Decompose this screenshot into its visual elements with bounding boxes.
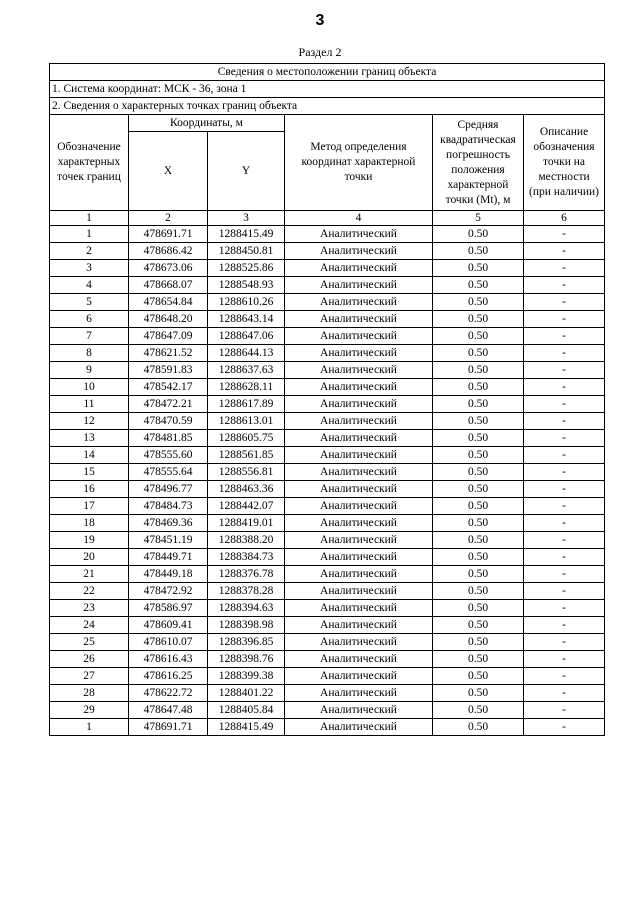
table-row bbox=[50, 651, 605, 668]
method-cell: Аналитический bbox=[285, 413, 433, 430]
point-id-cell: 11 bbox=[50, 396, 129, 413]
method-cell: Аналитический bbox=[285, 396, 433, 413]
col-number: 5 bbox=[433, 211, 524, 226]
description-cell: - bbox=[524, 277, 605, 294]
method-cell: Аналитический bbox=[285, 617, 433, 634]
error-cell: 0.50 bbox=[433, 260, 524, 277]
method-cell: Аналитический bbox=[285, 277, 433, 294]
x-cell: 478542.17 bbox=[129, 379, 208, 396]
error-cell: 0.50 bbox=[433, 379, 524, 396]
y-cell: 1288450.81 bbox=[208, 243, 285, 260]
x-cell: 478686.42 bbox=[129, 243, 208, 260]
description-cell: - bbox=[524, 515, 605, 532]
y-cell: 1288637.63 bbox=[208, 362, 285, 379]
x-cell: 478668.07 bbox=[129, 277, 208, 294]
table-row bbox=[50, 396, 605, 413]
header-x: X bbox=[129, 132, 208, 211]
y-cell: 1288394.63 bbox=[208, 600, 285, 617]
point-id-cell: 29 bbox=[50, 702, 129, 719]
description-cell: - bbox=[524, 294, 605, 311]
error-cell: 0.50 bbox=[433, 617, 524, 634]
point-id-cell: 5 bbox=[50, 294, 129, 311]
point-id-cell: 9 bbox=[50, 362, 129, 379]
x-cell: 478484.73 bbox=[129, 498, 208, 515]
y-cell: 1288617.89 bbox=[208, 396, 285, 413]
point-id-cell: 4 bbox=[50, 277, 129, 294]
x-cell: 478496.77 bbox=[129, 481, 208, 498]
table-row bbox=[50, 481, 605, 498]
x-cell: 478609.41 bbox=[129, 617, 208, 634]
method-cell: Аналитический bbox=[285, 600, 433, 617]
method-cell: Аналитический bbox=[285, 719, 433, 736]
y-cell: 1288415.49 bbox=[208, 226, 285, 243]
header-description: Описание обозначения точки на местности (при наличии) bbox=[524, 115, 605, 211]
error-cell: 0.50 bbox=[433, 702, 524, 719]
description-cell: - bbox=[524, 447, 605, 464]
description-cell: - bbox=[524, 583, 605, 600]
point-id-cell: 20 bbox=[50, 549, 129, 566]
y-cell: 1288610.26 bbox=[208, 294, 285, 311]
header-coords: Координаты, м bbox=[129, 115, 285, 132]
description-cell: - bbox=[524, 430, 605, 447]
method-cell: Аналитический bbox=[285, 549, 433, 566]
method-cell: Аналитический bbox=[285, 481, 433, 498]
method-cell: Аналитический bbox=[285, 311, 433, 328]
x-cell: 478616.25 bbox=[129, 668, 208, 685]
y-cell: 1288561.85 bbox=[208, 447, 285, 464]
table-row bbox=[50, 498, 605, 515]
method-cell: Аналитический bbox=[285, 447, 433, 464]
table-caption: Сведения о местоположении границ объекта bbox=[50, 64, 605, 81]
method-cell: Аналитический bbox=[285, 464, 433, 481]
y-cell: 1288388.20 bbox=[208, 532, 285, 549]
header-point: Обозначение характерных точек границ bbox=[50, 115, 129, 211]
point-id-cell: 19 bbox=[50, 532, 129, 549]
table-row bbox=[50, 600, 605, 617]
point-id-cell: 21 bbox=[50, 566, 129, 583]
description-cell: - bbox=[524, 413, 605, 430]
x-cell: 478616.43 bbox=[129, 651, 208, 668]
table-row bbox=[50, 634, 605, 651]
y-cell: 1288384.73 bbox=[208, 549, 285, 566]
method-cell: Аналитический bbox=[285, 685, 433, 702]
table-row bbox=[50, 294, 605, 311]
table-row bbox=[50, 413, 605, 430]
x-cell: 478555.60 bbox=[129, 447, 208, 464]
x-cell: 478481.85 bbox=[129, 430, 208, 447]
point-id-cell: 18 bbox=[50, 515, 129, 532]
point-id-cell: 14 bbox=[50, 447, 129, 464]
description-cell: - bbox=[524, 685, 605, 702]
description-cell: - bbox=[524, 311, 605, 328]
description-cell: - bbox=[524, 549, 605, 566]
error-cell: 0.50 bbox=[433, 413, 524, 430]
point-id-cell: 10 bbox=[50, 379, 129, 396]
point-id-cell: 3 bbox=[50, 260, 129, 277]
point-id-cell: 7 bbox=[50, 328, 129, 345]
error-cell: 0.50 bbox=[433, 243, 524, 260]
y-cell: 1288442.07 bbox=[208, 498, 285, 515]
description-cell: - bbox=[524, 464, 605, 481]
point-id-cell: 2 bbox=[50, 243, 129, 260]
y-cell: 1288463.36 bbox=[208, 481, 285, 498]
x-cell: 478469.36 bbox=[129, 515, 208, 532]
table-row bbox=[50, 277, 605, 294]
x-cell: 478691.71 bbox=[129, 226, 208, 243]
table-row bbox=[50, 464, 605, 481]
error-cell: 0.50 bbox=[433, 277, 524, 294]
point-id-cell: 24 bbox=[50, 617, 129, 634]
y-cell: 1288628.11 bbox=[208, 379, 285, 396]
method-cell: Аналитический bbox=[285, 226, 433, 243]
y-cell: 1288605.75 bbox=[208, 430, 285, 447]
x-cell: 478621.52 bbox=[129, 345, 208, 362]
x-cell: 478691.71 bbox=[129, 719, 208, 736]
x-cell: 478647.48 bbox=[129, 702, 208, 719]
method-cell: Аналитический bbox=[285, 362, 433, 379]
y-cell: 1288378.28 bbox=[208, 583, 285, 600]
method-cell: Аналитический bbox=[285, 532, 433, 549]
table-row bbox=[50, 668, 605, 685]
point-id-cell: 6 bbox=[50, 311, 129, 328]
method-cell: Аналитический bbox=[285, 651, 433, 668]
table-row bbox=[50, 243, 605, 260]
y-cell: 1288525.86 bbox=[208, 260, 285, 277]
table-row bbox=[50, 447, 605, 464]
method-cell: Аналитический bbox=[285, 634, 433, 651]
table-row bbox=[50, 260, 605, 277]
y-cell: 1288398.98 bbox=[208, 617, 285, 634]
method-cell: Аналитический bbox=[285, 243, 433, 260]
description-cell: - bbox=[524, 362, 605, 379]
error-cell: 0.50 bbox=[433, 345, 524, 362]
table-row bbox=[50, 430, 605, 447]
y-cell: 1288376.78 bbox=[208, 566, 285, 583]
x-cell: 478449.18 bbox=[129, 566, 208, 583]
point-id-cell: 27 bbox=[50, 668, 129, 685]
error-cell: 0.50 bbox=[433, 532, 524, 549]
error-cell: 0.50 bbox=[433, 498, 524, 515]
x-cell: 478591.83 bbox=[129, 362, 208, 379]
y-cell: 1288643.14 bbox=[208, 311, 285, 328]
error-cell: 0.50 bbox=[433, 430, 524, 447]
boundary-points-table bbox=[49, 63, 605, 736]
method-cell: Аналитический bbox=[285, 566, 433, 583]
error-cell: 0.50 bbox=[433, 685, 524, 702]
method-cell: Аналитический bbox=[285, 702, 433, 719]
col-number: 3 bbox=[208, 211, 285, 226]
table-row bbox=[50, 379, 605, 396]
y-cell: 1288401.22 bbox=[208, 685, 285, 702]
y-cell: 1288415.49 bbox=[208, 719, 285, 736]
col-number: 2 bbox=[129, 211, 208, 226]
error-cell: 0.50 bbox=[433, 515, 524, 532]
point-id-cell: 13 bbox=[50, 430, 129, 447]
point-id-cell: 15 bbox=[50, 464, 129, 481]
page-number: 3 bbox=[315, 12, 325, 29]
table-row bbox=[50, 226, 605, 243]
table-row bbox=[50, 328, 605, 345]
point-id-cell: 26 bbox=[50, 651, 129, 668]
y-cell: 1288419.01 bbox=[208, 515, 285, 532]
x-cell: 478610.07 bbox=[129, 634, 208, 651]
description-cell: - bbox=[524, 634, 605, 651]
coordinate-system: 1. Система координат: МСК - 36, зона 1 bbox=[50, 81, 605, 98]
description-cell: - bbox=[524, 243, 605, 260]
method-cell: Аналитический bbox=[285, 498, 433, 515]
header-method: Метод определения координат характерной точки bbox=[285, 115, 433, 211]
error-cell: 0.50 bbox=[433, 719, 524, 736]
col-number: 6 bbox=[524, 211, 605, 226]
table-row bbox=[50, 362, 605, 379]
method-cell: Аналитический bbox=[285, 328, 433, 345]
table-row bbox=[50, 532, 605, 549]
y-cell: 1288399.38 bbox=[208, 668, 285, 685]
x-cell: 478451.19 bbox=[129, 532, 208, 549]
y-cell: 1288405.84 bbox=[208, 702, 285, 719]
x-cell: 478622.72 bbox=[129, 685, 208, 702]
x-cell: 478449.71 bbox=[129, 549, 208, 566]
y-cell: 1288396.85 bbox=[208, 634, 285, 651]
error-cell: 0.50 bbox=[433, 481, 524, 498]
error-cell: 0.50 bbox=[433, 566, 524, 583]
description-cell: - bbox=[524, 481, 605, 498]
method-cell: Аналитический bbox=[285, 515, 433, 532]
method-cell: Аналитический bbox=[285, 345, 433, 362]
error-cell: 0.50 bbox=[433, 226, 524, 243]
header-error: Средняя квадратическая погрешность положения характерной точки (Mt), м bbox=[433, 115, 524, 211]
table-row bbox=[50, 566, 605, 583]
y-cell: 1288548.93 bbox=[208, 277, 285, 294]
error-cell: 0.50 bbox=[433, 600, 524, 617]
col-number: 4 bbox=[285, 211, 433, 226]
table-row bbox=[50, 549, 605, 566]
description-cell: - bbox=[524, 719, 605, 736]
method-cell: Аналитический bbox=[285, 583, 433, 600]
points-heading: 2. Сведения о характерных точках границ объекта bbox=[50, 98, 605, 115]
column-numbers-row bbox=[50, 211, 605, 226]
error-cell: 0.50 bbox=[433, 328, 524, 345]
error-cell: 0.50 bbox=[433, 311, 524, 328]
x-cell: 478470.59 bbox=[129, 413, 208, 430]
y-cell: 1288556.81 bbox=[208, 464, 285, 481]
point-id-cell: 25 bbox=[50, 634, 129, 651]
description-cell: - bbox=[524, 396, 605, 413]
error-cell: 0.50 bbox=[433, 396, 524, 413]
table-row bbox=[50, 685, 605, 702]
x-cell: 478472.21 bbox=[129, 396, 208, 413]
description-cell: - bbox=[524, 532, 605, 549]
point-id-cell: 23 bbox=[50, 600, 129, 617]
method-cell: Аналитический bbox=[285, 668, 433, 685]
section-title: Раздел 2 bbox=[298, 45, 342, 59]
y-cell: 1288613.01 bbox=[208, 413, 285, 430]
point-id-cell: 12 bbox=[50, 413, 129, 430]
x-cell: 478472.92 bbox=[129, 583, 208, 600]
description-cell: - bbox=[524, 379, 605, 396]
description-cell: - bbox=[524, 226, 605, 243]
description-cell: - bbox=[524, 651, 605, 668]
point-id-cell: 22 bbox=[50, 583, 129, 600]
table-row bbox=[50, 702, 605, 719]
error-cell: 0.50 bbox=[433, 634, 524, 651]
x-cell: 478555.64 bbox=[129, 464, 208, 481]
y-cell: 1288647.06 bbox=[208, 328, 285, 345]
point-id-cell: 1 bbox=[50, 226, 129, 243]
table-row bbox=[50, 617, 605, 634]
point-id-cell: 17 bbox=[50, 498, 129, 515]
header-y: Y bbox=[208, 132, 285, 211]
error-cell: 0.50 bbox=[433, 294, 524, 311]
point-id-cell: 28 bbox=[50, 685, 129, 702]
description-cell: - bbox=[524, 668, 605, 685]
description-cell: - bbox=[524, 345, 605, 362]
description-cell: - bbox=[524, 702, 605, 719]
error-cell: 0.50 bbox=[433, 447, 524, 464]
x-cell: 478648.20 bbox=[129, 311, 208, 328]
point-id-cell: 1 bbox=[50, 719, 129, 736]
table-row bbox=[50, 719, 605, 736]
table-row bbox=[50, 345, 605, 362]
point-id-cell: 8 bbox=[50, 345, 129, 362]
description-cell: - bbox=[524, 600, 605, 617]
table-row bbox=[50, 311, 605, 328]
error-cell: 0.50 bbox=[433, 651, 524, 668]
method-cell: Аналитический bbox=[285, 379, 433, 396]
description-cell: - bbox=[524, 617, 605, 634]
x-cell: 478654.84 bbox=[129, 294, 208, 311]
method-cell: Аналитический bbox=[285, 294, 433, 311]
x-cell: 478647.09 bbox=[129, 328, 208, 345]
method-cell: Аналитический bbox=[285, 260, 433, 277]
x-cell: 478586.97 bbox=[129, 600, 208, 617]
description-cell: - bbox=[524, 498, 605, 515]
table-row bbox=[50, 515, 605, 532]
method-cell: Аналитический bbox=[285, 430, 433, 447]
error-cell: 0.50 bbox=[433, 362, 524, 379]
error-cell: 0.50 bbox=[433, 583, 524, 600]
y-cell: 1288398.76 bbox=[208, 651, 285, 668]
description-cell: - bbox=[524, 260, 605, 277]
error-cell: 0.50 bbox=[433, 668, 524, 685]
point-id-cell: 16 bbox=[50, 481, 129, 498]
description-cell: - bbox=[524, 566, 605, 583]
table-row bbox=[50, 583, 605, 600]
col-number: 1 bbox=[50, 211, 129, 226]
description-cell: - bbox=[524, 328, 605, 345]
error-cell: 0.50 bbox=[433, 549, 524, 566]
x-cell: 478673.06 bbox=[129, 260, 208, 277]
error-cell: 0.50 bbox=[433, 464, 524, 481]
y-cell: 1288644.13 bbox=[208, 345, 285, 362]
